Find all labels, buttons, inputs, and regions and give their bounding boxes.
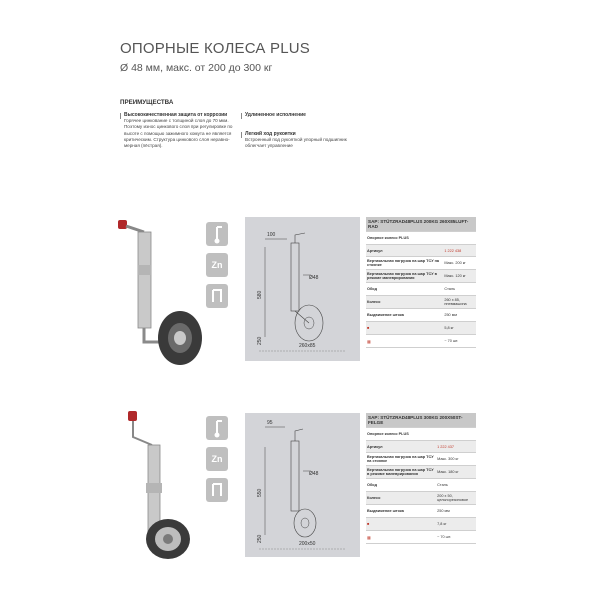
dim-wheel: 260x85 — [299, 343, 316, 349]
advantage-corrosion-line: мерная (пёстрая). — [124, 143, 163, 149]
advantage-corrosion — [124, 112, 242, 149]
dim-dia: Ø48 — [309, 275, 319, 281]
spec-table-1: SAP: STÜTZRAD48PLUS 200KG 260X85LUFT-RAD Опорное колесо PLUS Артикул 1 222 438 Вертикальная нагрузка на шар TCУ на стоянке Макс. 200 кг Вертикальная нагрузка на шар TCУ в режиме маневрирования Макс. 120 кг Обод Сталь Колесо 260 x 85, пневмашина Выдвижение штока 250 мм ■ 5,8 кг ▦ ~ 70 шт. — [366, 217, 476, 348]
pallet-icon: ▦ — [367, 535, 371, 540]
dim-height: 580 — [257, 290, 263, 299]
weight-value: 5,8 кг — [443, 322, 476, 335]
qty-value: ~ 70 шт. — [443, 335, 476, 348]
page-title: ОПОРНЫЕ КОЛЕСА PLUS — [120, 40, 310, 57]
product-photo-jockey-wheel-2 — [110, 405, 210, 565]
advantage-handle-title: Легкий ход рукоятки — [245, 131, 296, 137]
dim-base: 250 — [257, 336, 263, 345]
advantage-extended — [245, 112, 375, 118]
handle-icon — [206, 222, 228, 246]
weight-icon: ■ — [367, 326, 370, 330]
advantage-corrosion-title: Высококачественная защита от коррозии — [124, 112, 228, 118]
weight-icon: ■ — [367, 522, 370, 526]
product-name: Опорное колесо PLUS — [366, 232, 476, 245]
dim-dia: Ø48 — [309, 471, 319, 477]
advantage-handle — [245, 131, 375, 150]
product-name: Опорное колесо PLUS — [366, 428, 476, 441]
advantages-heading: ПРЕИМУЩЕСТВА — [120, 99, 174, 106]
sap-label: SAP: — [368, 415, 379, 420]
dim-base: 250 — [257, 534, 263, 543]
handle-knob — [118, 220, 127, 229]
dim-height: 550 — [257, 488, 263, 497]
clamp-icon — [206, 478, 228, 502]
handle-knob — [128, 411, 137, 421]
product-photo-jockey-wheel-1 — [100, 210, 215, 370]
advantage-corrosion-line: Горячее цинкование с толщиной слоя до 70 мкм. — [124, 118, 229, 124]
advantage-extended-title: Удлиненное исполнение — [245, 112, 306, 118]
advantage-corrosion-line: Поэтому износ цинкового слоя при регулировке по — [124, 124, 233, 130]
advantage-handle-line: облегчает управление — [245, 143, 293, 149]
page-subtitle: Ø 48 мм, макс. от 200 до 300 кг — [120, 62, 273, 74]
pallet-icon: ▦ — [367, 339, 371, 344]
advantage-handle-line: Встроенный под рукояткой упорный подшипник — [245, 137, 347, 143]
handle-icon — [206, 416, 228, 440]
sap-code: STÜTZRAD48PLUS 200KG 260X85LUFT-RAD — [368, 219, 469, 229]
qty-value: ~ 70 шт. — [436, 531, 476, 544]
zinc-icon: Zn — [206, 447, 228, 471]
dim-wheel: 200x50 — [299, 541, 316, 547]
sap-code: STÜTZRAD48PLUS 300KG 200X50ST-FELGE — [368, 415, 463, 425]
zinc-icon: Zn — [206, 253, 228, 277]
advantage-corrosion-line: критическим. Структура цинкового слоя неравно- — [124, 136, 230, 142]
weight-value: 7,8 кг — [436, 518, 476, 531]
article-number: 1 222 437 — [436, 441, 476, 453]
advantage-corrosion-line: высоте с помощью зажимного хомута не является — [124, 130, 232, 136]
sap-label: SAP: — [368, 219, 379, 224]
drawing-panel-1 — [245, 217, 360, 361]
clamp-icon — [206, 284, 228, 308]
dim-top: 100 — [267, 232, 276, 238]
spec-table-2: SAP: STÜTZRAD48PLUS 300KG 200X50ST-FELGE Опорное колесо PLUS Артикул 1 222 437 Вертикальная нагрузка на шар TCУ на стоянке Макс. 300 кг Вертикальная нагрузка на шар TCУ в режиме маневрирования Макс. 180 кг Обод Сталь Колесо 200 x 50, цельнорезиновое Выдвижение штока 250 мм ■ 7,8 кг ▦ ~ 70 шт. — [366, 413, 476, 544]
dim-top: 95 — [267, 420, 273, 426]
drawing-panel-2 — [245, 413, 360, 557]
article-number: 1 222 438 — [443, 245, 476, 257]
